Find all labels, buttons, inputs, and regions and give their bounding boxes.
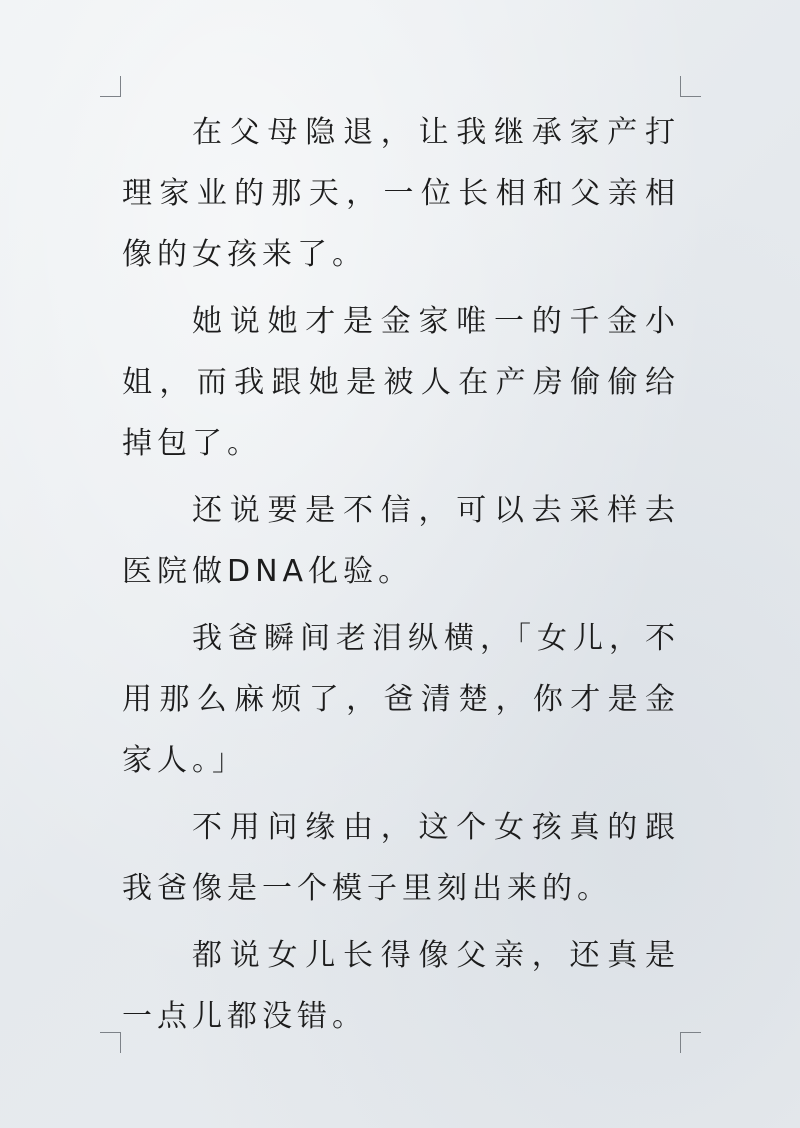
top-right-margin-mark — [680, 76, 701, 97]
story-text — [122, 102, 680, 1053]
bottom-right-margin-mark — [680, 1032, 701, 1053]
paragraph-2: 她说她才是金家唯一的千金小姐，而我跟她是被人在产房偷偷给掉包了。 — [122, 304, 680, 461]
paragraph-3: 还说要是不信，可以去采样去医院做DNA化验。 — [122, 493, 680, 589]
paragraph-5: 不用问缘由，这个女孩真的跟我爸像是一个模子里刻出来的。 — [122, 810, 680, 906]
top-left-margin-mark — [100, 76, 121, 97]
paragraph-6: 都说女儿长得像父亲，还真是一点儿都没错。 — [122, 938, 680, 1034]
bottom-left-margin-mark — [100, 1032, 121, 1053]
paragraph-4: 我爸瞬间老泪纵横，「女儿，不用那么麻烦了，爸清楚，你才是金家人。」 — [122, 621, 680, 778]
paragraph-1: 在父母隐退，让我继承家产打理家业的那天，一位长相和父亲相像的女孩来了。 — [122, 115, 680, 272]
